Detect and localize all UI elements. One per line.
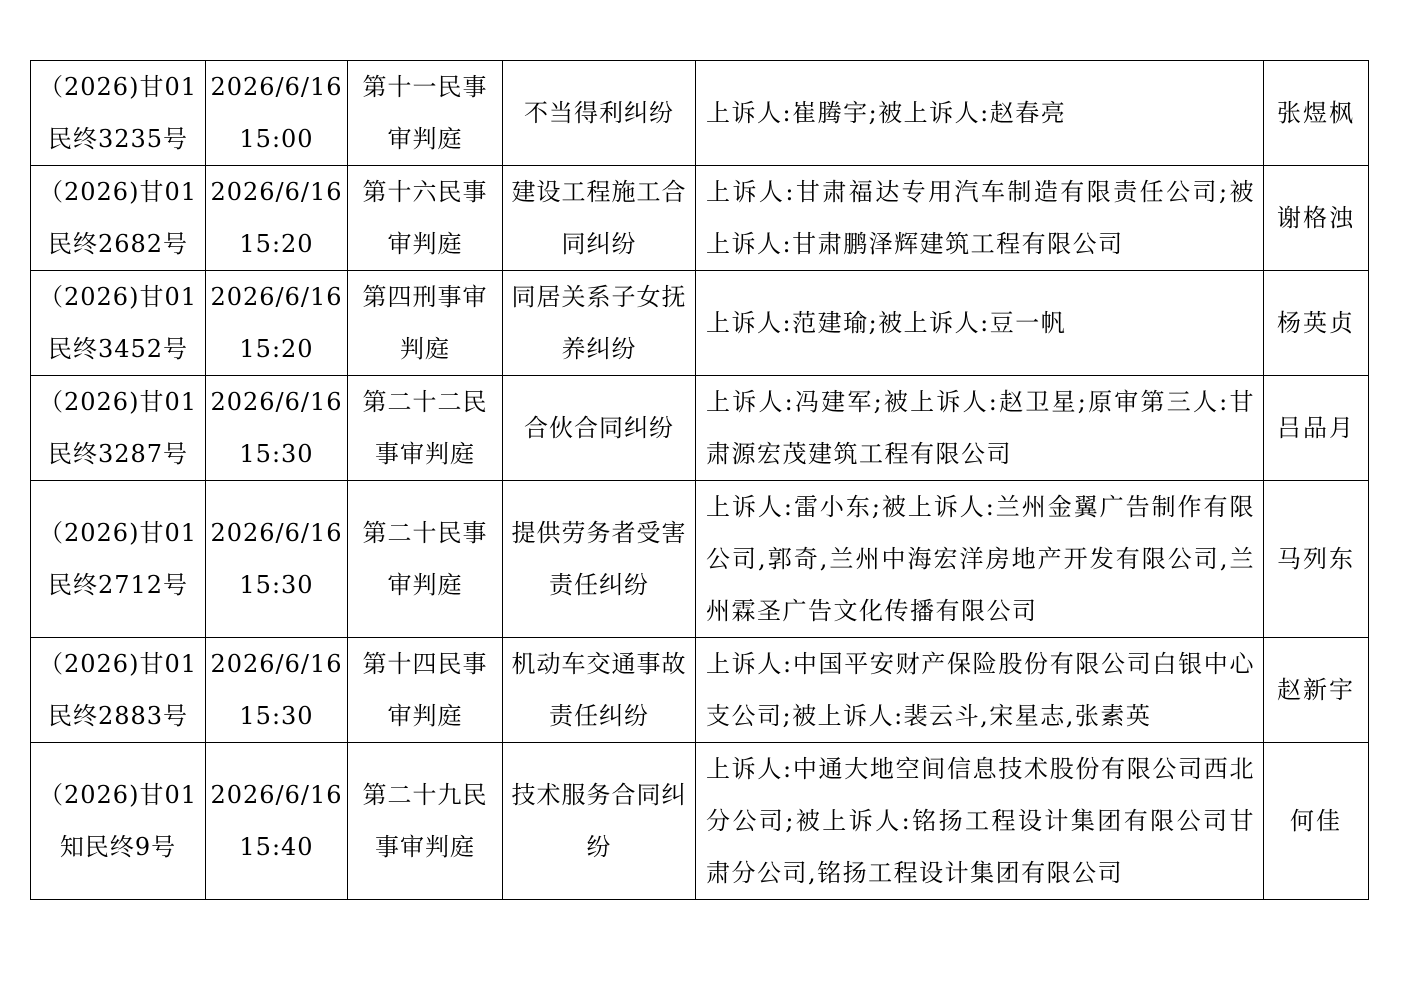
case-number-cell: （2026)甘01民终2883号 [31,638,206,743]
case-cause-cell: 合伙合同纠纷 [503,376,696,481]
judge-cell: 吕品月 [1264,376,1369,481]
courtroom-cell: 第十六民事审判庭 [348,166,503,271]
hearing-schedule-sheet [30,60,1368,900]
case-number-cell: （2026)甘01知民终9号 [31,743,206,900]
case-cause-cell: 机动车交通事故责任纠纷 [503,638,696,743]
table-row [31,61,1369,166]
case-cause-cell: 同居关系子女抚养纠纷 [503,271,696,376]
case-number-cell: （2026)甘01民终2682号 [31,166,206,271]
case-cause-cell: 建设工程施工合同纠纷 [503,166,696,271]
table-row [31,166,1369,271]
courtroom-cell: 第二十二民事审判庭 [348,376,503,481]
case-cause-cell: 不当得利纠纷 [503,61,696,166]
hearing-time-cell: 2026/6/16 15:30 [206,638,348,743]
case-number-cell: （2026)甘01民终3235号 [31,61,206,166]
parties-text: 上诉人:范建瑜;被上诉人:豆一帆 [706,309,1067,337]
parties-cell [696,481,1264,638]
table-row [31,481,1369,638]
courtroom-cell: 第十一民事审判庭 [348,61,503,166]
parties-text: 上诉人:中通大地空间信息技术股份有限公司西北分公司;被上诉人:铭扬工程设计集团有限公司甘肃分公司,铭扬工程设计集团有限公司 [706,755,1255,887]
hearing-time-cell: 2026/6/16 15:40 [206,743,348,900]
judge-cell: 赵新宇 [1264,638,1369,743]
parties-cell [696,61,1264,166]
case-number-cell: （2026)甘01民终2712号 [31,481,206,638]
hearing-time-cell: 2026/6/16 15:00 [206,61,348,166]
table-row [31,271,1369,376]
hearing-time-cell: 2026/6/16 15:20 [206,166,348,271]
case-cause-cell: 技术服务合同纠纷 [503,743,696,900]
courtroom-cell: 第四刑事审判庭 [348,271,503,376]
case-cause-cell: 提供劳务者受害责任纠纷 [503,481,696,638]
parties-text: 上诉人:崔腾宇;被上诉人:赵春亮 [706,99,1067,127]
judge-cell: 张煜枫 [1264,61,1369,166]
table-row [31,376,1369,481]
judge-cell: 马列东 [1264,481,1369,638]
parties-text: 上诉人:甘肃福达专用汽车制造有限责任公司;被上诉人:甘肃鹏泽辉建筑工程有限公司 [706,178,1255,258]
case-number-cell: （2026)甘01民终3452号 [31,271,206,376]
parties-cell [696,271,1264,376]
parties-text: 上诉人:冯建军;被上诉人:赵卫星;原审第三人:甘肃源宏茂建筑工程有限公司 [706,388,1255,468]
hearing-time-cell: 2026/6/16 15:20 [206,271,348,376]
parties-cell [696,376,1264,481]
hearing-schedule-table [30,60,1369,900]
table-row [31,743,1369,900]
judge-cell: 杨英贞 [1264,271,1369,376]
parties-cell [696,743,1264,900]
parties-text: 上诉人:雷小东;被上诉人:兰州金翼广告制作有限公司,郭奇,兰州中海宏洋房地产开发有限公司,兰州霖圣广告文化传播有限公司 [706,493,1255,625]
case-number-cell: （2026)甘01民终3287号 [31,376,206,481]
judge-cell: 何佳 [1264,743,1369,900]
courtroom-cell: 第二十九民事审判庭 [348,743,503,900]
hearing-time-cell: 2026/6/16 15:30 [206,481,348,638]
courtroom-cell: 第十四民事审判庭 [348,638,503,743]
parties-text: 上诉人:中国平安财产保险股份有限公司白银中心支公司;被上诉人:裴云斗,宋星志,张素英 [706,650,1255,730]
courtroom-cell: 第二十民事审判庭 [348,481,503,638]
parties-cell [696,166,1264,271]
parties-cell [696,638,1264,743]
table-row [31,638,1369,743]
hearing-time-cell: 2026/6/16 15:30 [206,376,348,481]
judge-cell: 谢格浊 [1264,166,1369,271]
